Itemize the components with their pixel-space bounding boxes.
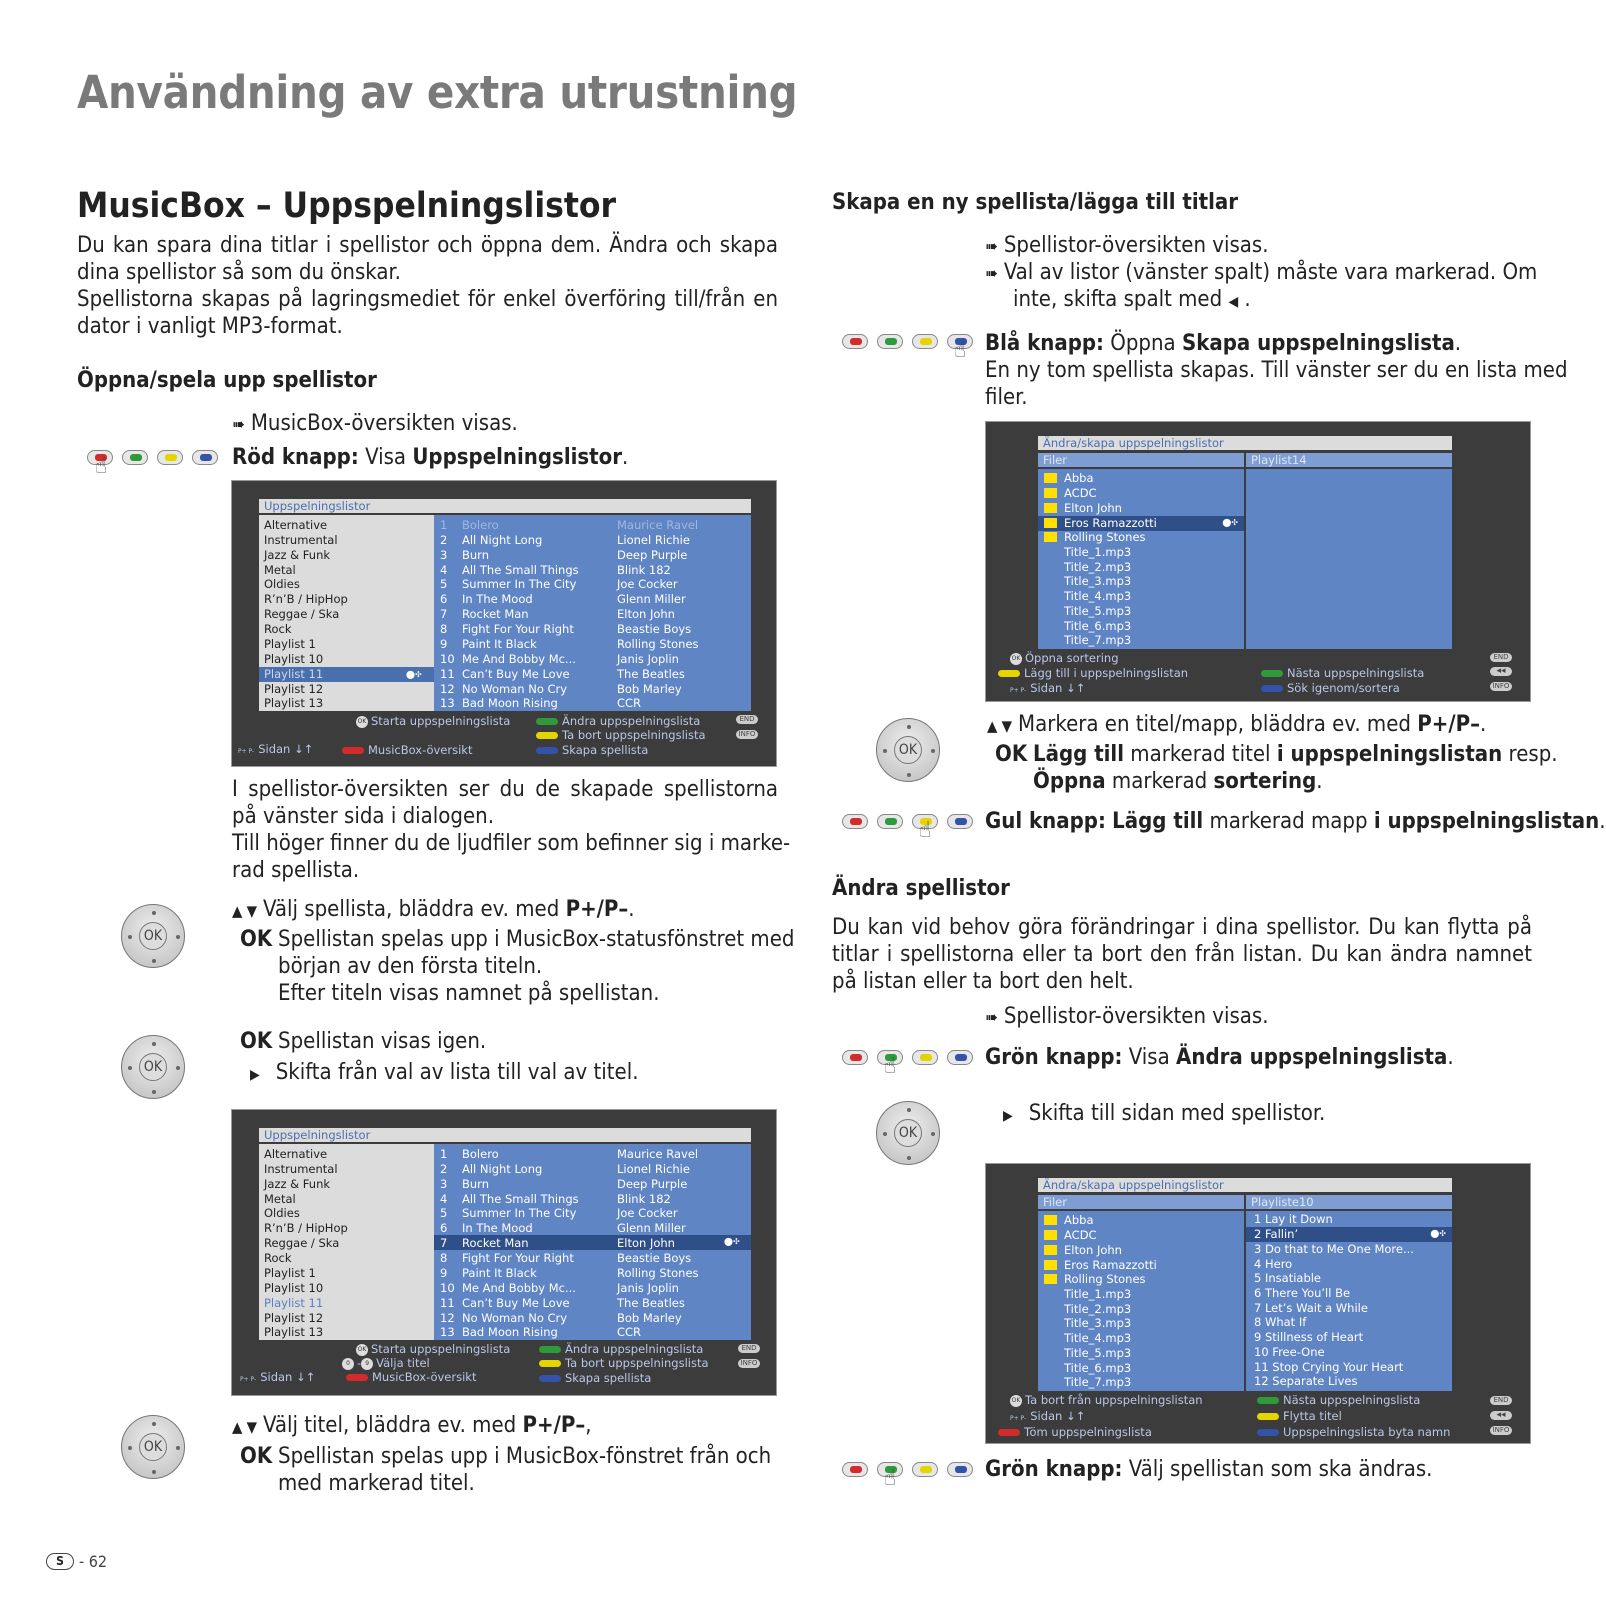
end-tag: END bbox=[738, 1344, 760, 1353]
info-tag: INFO bbox=[1490, 1426, 1512, 1435]
triangle-right-icon: ▶ bbox=[1003, 1108, 1013, 1124]
footer-overview: MusicBox-översikt bbox=[342, 743, 472, 757]
track-artist: Joe Cocker bbox=[617, 577, 678, 591]
pointing-hand-icon: ☝ bbox=[95, 454, 108, 479]
screen1-playlist-column bbox=[259, 515, 434, 711]
screen3-playlist-panel bbox=[1246, 469, 1452, 649]
playlist-item[interactable]: Alternative bbox=[264, 518, 328, 532]
open-arrow-text: MusicBox-översikten visas. bbox=[250, 411, 518, 436]
edit-arrow: ➠ Spellistor-översikten visas. bbox=[985, 1004, 1269, 1029]
screen-playlists-titles bbox=[231, 1109, 777, 1396]
file-item[interactable]: Title_3.mp3 bbox=[1064, 1316, 1132, 1330]
create-arrow-2: ➠ Val av listor (vänster spalt) måste vara markerad. Om bbox=[985, 260, 1538, 285]
create-arrow-2b: inte, skifta spalt med ◀ . bbox=[1013, 287, 1251, 312]
blue-desc-b: filer. bbox=[985, 385, 1028, 410]
track-title[interactable]: Can’t Buy Me Love bbox=[462, 667, 570, 681]
folder-icon bbox=[1044, 1260, 1057, 1270]
screen4-playlist-panel bbox=[1246, 1211, 1452, 1391]
folder-item[interactable]: Elton John bbox=[1044, 1243, 1122, 1258]
screen3-col-right: Playlist14 bbox=[1246, 453, 1452, 467]
track-artist: The Beatles bbox=[617, 667, 685, 681]
folder-item[interactable]: ACDC bbox=[1044, 486, 1097, 501]
folder-icon bbox=[1044, 1274, 1057, 1284]
track-number: 12 bbox=[440, 682, 455, 696]
track-number: 7 bbox=[440, 607, 448, 621]
triangle-left-icon: ◀ bbox=[1228, 294, 1239, 310]
folder-item[interactable]: Abba bbox=[1044, 1213, 1094, 1228]
track-title[interactable]: Burn bbox=[462, 548, 489, 562]
track-artist: Rolling Stones bbox=[617, 637, 699, 651]
track-title[interactable]: Summer In The City bbox=[462, 577, 577, 591]
folder-icon bbox=[1044, 503, 1057, 513]
pointing-hand-icon: ☝ bbox=[884, 1054, 897, 1079]
playlist-item-selected[interactable]: Playlist 11 bbox=[259, 667, 434, 682]
track-artist: Deep Purple bbox=[617, 548, 688, 562]
footer-next: Nästa uppspelningslista bbox=[1261, 666, 1424, 680]
step3-ok-line: OK Spellistan spelas upp i MusicBox-fönstret från och bbox=[240, 1444, 772, 1469]
track-number: 9 bbox=[440, 637, 448, 651]
create-heading: Skapa en ny spellista/lägga till titlar bbox=[832, 190, 1239, 215]
file-item[interactable]: Title_4.mp3 bbox=[1064, 1331, 1132, 1345]
playlist-track[interactable]: 7 Let’s Wait a While bbox=[1254, 1301, 1368, 1315]
ok-cursor-icon: ⬤✣ bbox=[724, 1237, 740, 1246]
blue-key-line: Blå knapp: Öppna Skapa uppspelningslista. bbox=[985, 331, 1462, 356]
footer-move: Flytta titel bbox=[1257, 1409, 1342, 1423]
track-title[interactable]: All The Small Things bbox=[462, 563, 579, 577]
playlist-track-selected[interactable]: 2 Fallin’ ⬤✣ bbox=[1246, 1227, 1452, 1242]
ok-knob[interactable] bbox=[876, 1101, 940, 1165]
footer-start: OK Starta uppspelningslista bbox=[357, 714, 511, 728]
playlist-track[interactable]: 5 Insatiable bbox=[1254, 1271, 1322, 1285]
ok-icon: OK bbox=[139, 1053, 167, 1081]
yellow-key-line: Gul knapp: Lägg till markerad mapp i uppspelningslistan. bbox=[985, 809, 1606, 834]
ok-knob[interactable] bbox=[876, 718, 940, 782]
footer-create: Skapa spellista bbox=[536, 743, 648, 757]
track-number: 11 bbox=[440, 667, 455, 681]
footer-change: Ändra uppspelningslista bbox=[539, 1342, 703, 1356]
track-title[interactable]: Burn bbox=[462, 1177, 489, 1191]
green-key-line: Grön knapp: Visa Ändra uppspelningslista. bbox=[985, 1045, 1454, 1070]
step3-line: ▲ ▼ Välj titel, bläddra ev. med P+/P–, bbox=[232, 1413, 592, 1438]
playlist-track[interactable]: 4 Hero bbox=[1254, 1257, 1293, 1271]
pp-icon: P+ P- bbox=[238, 748, 255, 755]
file-item[interactable]: Title_5.mp3 bbox=[1064, 1346, 1132, 1360]
track-title[interactable]: Bolero bbox=[462, 1147, 499, 1161]
playlist-item[interactable]: Reggae / Ska bbox=[264, 607, 340, 621]
folder-item[interactable]: Rolling Stones bbox=[1044, 1272, 1146, 1287]
color-buttons-green bbox=[842, 1050, 977, 1079]
track-title[interactable]: All Night Long bbox=[462, 533, 543, 547]
footer-add: Lägg till i uppspelningslistan bbox=[998, 666, 1188, 680]
track-title[interactable]: Me And Bobby Mc... bbox=[462, 652, 576, 666]
playlist-track[interactable]: 12 Separate Lives bbox=[1254, 1374, 1358, 1388]
track-number: 8 bbox=[440, 622, 448, 636]
track-number: 13 bbox=[440, 696, 455, 710]
screen-edit-playlist bbox=[985, 1163, 1531, 1444]
footer-page: P+ P- Sidan ↓↑ bbox=[238, 742, 314, 756]
intro-paragraph-2: Spellistorna skapas på lagringsmediet för enkel överföring till/från en dator i vanligt MP3-format. bbox=[77, 287, 778, 339]
track-artist: Maurice Ravel bbox=[617, 518, 699, 532]
ok-icon: OK bbox=[139, 922, 167, 950]
folder-icon bbox=[1044, 1230, 1057, 1240]
playlist-item[interactable]: Playlist 10 bbox=[264, 652, 324, 666]
ok-icon: OK bbox=[139, 1433, 167, 1461]
folder-item[interactable]: Abba bbox=[1044, 471, 1094, 486]
track-title[interactable]: Paint It Black bbox=[462, 1266, 537, 1280]
track-artist: Lionel Richie bbox=[617, 533, 690, 547]
track-title[interactable]: Bad Moon Rising bbox=[462, 1325, 558, 1339]
edit-heading: Ändra spellistor bbox=[832, 876, 1010, 901]
file-item[interactable]: Title_6.mp3 bbox=[1064, 619, 1132, 633]
up-down-arrows-icon: ▲ ▼ bbox=[232, 1418, 258, 1436]
track-artist: Janis Joplin bbox=[617, 652, 679, 666]
playlist-track[interactable]: 3 Do that to Me One More... bbox=[1254, 1242, 1414, 1256]
track-title[interactable]: Rocket Man bbox=[462, 607, 529, 621]
folder-icon bbox=[1044, 1245, 1057, 1255]
folder-item-selected[interactable]: Eros Ramazzotti ⬤✣ bbox=[1038, 516, 1244, 531]
folder-icon bbox=[1044, 488, 1057, 498]
track-title[interactable]: Paint It Black bbox=[462, 637, 537, 651]
track-title[interactable]: In The Mood bbox=[462, 1221, 533, 1235]
playlist-item[interactable]: Playlist 13 bbox=[264, 1325, 324, 1339]
track-artist: Bob Marley bbox=[617, 682, 682, 696]
track-title[interactable]: All Night Long bbox=[462, 1162, 543, 1176]
step1-line: ▲ ▼ Välj spellista, bläddra ev. med P+/P–. bbox=[232, 897, 635, 922]
pointing-hand-icon: ☝ bbox=[919, 818, 932, 843]
track-title[interactable]: In The Mood bbox=[462, 592, 533, 606]
screen3-files-panel bbox=[1038, 469, 1244, 649]
screen-create-playlist bbox=[985, 421, 1531, 702]
playlist-item-active[interactable]: Playlist 11 bbox=[264, 1296, 324, 1310]
rewind-icon: ◂◂ bbox=[1490, 667, 1512, 676]
red-key-line: Röd knapp: Visa Uppspelningslistor. bbox=[232, 445, 629, 470]
playlist-item[interactable]: Metal bbox=[264, 563, 296, 577]
track-artist: Blink 182 bbox=[617, 563, 671, 577]
playlist-item[interactable]: Rock bbox=[264, 622, 292, 636]
track-number: 10 bbox=[440, 652, 455, 666]
file-item[interactable]: Title_5.mp3 bbox=[1064, 604, 1132, 618]
track-title-selected[interactable]: Rocket Man bbox=[462, 1236, 529, 1250]
screen4-col-right: Playliste10 bbox=[1246, 1195, 1452, 1209]
open-heading: Öppna/spela upp spellistor bbox=[77, 368, 377, 393]
playlist-item[interactable]: Reggae / Ska bbox=[264, 1236, 340, 1250]
create-arrow-1: ➠ Spellistor-översikten visas. bbox=[985, 233, 1269, 258]
color-buttons-blue bbox=[842, 334, 977, 363]
info-tag: INFO bbox=[1490, 682, 1512, 691]
file-item[interactable]: Title_2.mp3 bbox=[1064, 560, 1132, 574]
playlist-track[interactable]: 9 Stillness of Heart bbox=[1254, 1330, 1364, 1344]
file-item[interactable]: Title_2.mp3 bbox=[1064, 1302, 1132, 1316]
up-down-arrows-icon: ▲ ▼ bbox=[987, 717, 1013, 735]
ok-icon: OK bbox=[894, 736, 922, 764]
ok-icon: OK bbox=[356, 716, 368, 728]
ok-knob[interactable] bbox=[121, 1035, 185, 1099]
footer-empty: Töm uppspelningslista bbox=[998, 1425, 1152, 1439]
playlist-item[interactable]: Playlist 12 bbox=[264, 1311, 324, 1325]
track-title[interactable]: Bolero bbox=[462, 518, 499, 532]
intro-paragraph-1: Du kan spara dina titlar i spellistor och öppna dem. Ändra och skapa dina spellistor så som du önskar. bbox=[77, 233, 778, 285]
footer-page: P+ P- Sidan ↓↑ bbox=[240, 1370, 316, 1384]
file-item[interactable]: Title_7.mp3 bbox=[1064, 1375, 1132, 1389]
file-item[interactable]: Title_3.mp3 bbox=[1064, 574, 1132, 588]
arrow-right-icon: ➠ bbox=[232, 415, 245, 435]
track-title[interactable]: Me And Bobby Mc... bbox=[462, 1281, 576, 1295]
track-artist: Beastie Boys bbox=[617, 622, 692, 636]
playlist-track[interactable]: 1 Lay it Down bbox=[1254, 1212, 1333, 1226]
playlist-item[interactable]: Playlist 1 bbox=[264, 637, 316, 651]
track-number: 3 bbox=[440, 548, 448, 562]
screen3-title: Ändra/skapa uppspelningslistor bbox=[1038, 436, 1452, 450]
folder-item[interactable]: Elton John bbox=[1044, 501, 1122, 516]
playlist-track[interactable]: 11 Stop Crying Your Heart bbox=[1254, 1360, 1404, 1374]
track-number: 6 bbox=[440, 592, 448, 606]
screen2-title: Uppspelningslistor bbox=[259, 1128, 751, 1142]
track-artist: Glenn Miller bbox=[617, 592, 686, 606]
footer-delete: Ta bort uppspelningslista bbox=[539, 1356, 709, 1370]
footer-start: OK Starta uppspelningslista bbox=[357, 1342, 511, 1356]
color-buttons-red bbox=[87, 450, 222, 479]
folder-item[interactable]: ACDC bbox=[1044, 1228, 1097, 1243]
language-badge: S bbox=[46, 1553, 74, 1570]
playlist-item[interactable]: Metal bbox=[264, 1192, 296, 1206]
step1-ok-line-c: Efter titeln visas namnet på spellistan. bbox=[278, 981, 660, 1006]
file-item[interactable]: Title_4.mp3 bbox=[1064, 589, 1132, 603]
folder-icon bbox=[1044, 473, 1057, 483]
playlist-item[interactable]: Instrumental bbox=[264, 1162, 338, 1176]
up-down-arrows-icon: ▲ ▼ bbox=[232, 902, 258, 920]
step2-ok-line: OK Spellistan visas igen. bbox=[240, 1029, 487, 1054]
footer-overview: MusicBox-översikt bbox=[346, 1370, 476, 1384]
explain-paragraph-2a: Till höger finner du de ljudfiler som befinner sig i marke- bbox=[232, 831, 791, 856]
track-title[interactable]: Fight For Your Right bbox=[462, 622, 574, 636]
file-item[interactable]: Title_1.mp3 bbox=[1064, 545, 1132, 559]
blue-desc-a: En ny tom spellista skapas. Till vänster ser du en lista med bbox=[985, 358, 1568, 383]
end-tag: END bbox=[1490, 1396, 1512, 1405]
page-number: - 62 bbox=[79, 1552, 108, 1571]
step1-ok-line: OK Spellistan spelas upp i MusicBox-statusfönstret med bbox=[240, 927, 795, 952]
folder-icon bbox=[1044, 518, 1057, 528]
folder-icon bbox=[1044, 1215, 1057, 1225]
green2-key-line: Grön knapp: Välj spellistan som ska ändras. bbox=[985, 1457, 1433, 1482]
rewind-icon: ◂◂ bbox=[1490, 1411, 1512, 1420]
footer-rename: Uppspelningslista byta namn bbox=[1257, 1425, 1450, 1439]
playlist-item[interactable]: Jazz & Funk bbox=[264, 548, 331, 562]
track-number: 4 bbox=[440, 563, 448, 577]
footer-search: Sök igenom/sortera bbox=[1261, 681, 1400, 695]
track-artist: CCR bbox=[617, 696, 642, 710]
ok-knob[interactable] bbox=[121, 904, 185, 968]
file-item[interactable]: Title_1.mp3 bbox=[1064, 1287, 1132, 1301]
playlist-item[interactable]: Playlist 13 bbox=[264, 696, 324, 710]
ok-cursor-icon: ⬤✣ bbox=[1222, 518, 1238, 527]
playlist-item[interactable]: R’n’B / HipHop bbox=[264, 592, 348, 606]
playlist-track[interactable]: 6 There You’ll Be bbox=[1254, 1286, 1351, 1300]
file-item[interactable]: Title_6.mp3 bbox=[1064, 1361, 1132, 1375]
playlist-item[interactable]: Oldies bbox=[264, 577, 300, 591]
section-title: MusicBox – Uppspelningslistor bbox=[77, 186, 617, 226]
footer-next: Nästa uppspelningslista bbox=[1257, 1393, 1420, 1407]
ok-knob[interactable] bbox=[121, 1415, 185, 1479]
playlist-item[interactable]: Playlist 12 bbox=[264, 682, 324, 696]
footer-delete: Ta bort uppspelningslista bbox=[536, 728, 706, 742]
track-title[interactable]: Summer In The City bbox=[462, 1206, 577, 1220]
info-tag: INFO bbox=[736, 730, 758, 739]
mark-line: ▲ ▼ Markera en titel/mapp, bläddra ev. med P+/P–. bbox=[987, 712, 1487, 737]
ok-icon: OK bbox=[894, 1119, 922, 1147]
footer-remove: OK Ta bort från uppspelningslistan bbox=[1011, 1393, 1203, 1407]
pointing-hand-icon: ☝ bbox=[954, 338, 967, 363]
step2-right-line: ▶ Skifta från val av lista till val av titel. bbox=[250, 1060, 639, 1085]
track-title[interactable]: Can’t Buy Me Love bbox=[462, 1296, 570, 1310]
end-tag: END bbox=[1490, 653, 1512, 662]
playlist-item[interactable]: Playlist 10 bbox=[264, 1281, 324, 1295]
track-title[interactable]: All The Small Things bbox=[462, 1192, 579, 1206]
pointing-hand-icon: ☝ bbox=[884, 1466, 897, 1491]
edit-right-line: ▶ Skifta till sidan med spellistor. bbox=[1003, 1101, 1326, 1126]
folder-icon bbox=[1044, 532, 1057, 542]
color-buttons-yellow bbox=[842, 814, 977, 843]
track-number: 2 bbox=[440, 533, 448, 547]
screen4-title: Ändra/skapa uppspelningslistor bbox=[1038, 1178, 1452, 1192]
footer-change: Ändra uppspelningslista bbox=[536, 714, 700, 728]
screen4-files-panel bbox=[1038, 1211, 1244, 1391]
playlist-item[interactable]: Jazz & Funk bbox=[264, 1177, 331, 1191]
playlist-item[interactable]: Oldies bbox=[264, 1206, 300, 1220]
playlist-item[interactable]: Instrumental bbox=[264, 533, 338, 547]
edit-paragraph: Du kan vid behov göra förändringar i dina spellistor. Du kan flytta på titlar i spellistorna eller ta bort den från listan. Du kan ändra namnet på listan eller ta bort den helt. bbox=[832, 915, 1532, 994]
footer-create: Skapa spellista bbox=[539, 1371, 651, 1385]
playlist-track[interactable]: 8 What If bbox=[1254, 1315, 1307, 1329]
track-title[interactable]: No Woman No Cry bbox=[462, 682, 568, 696]
yellow-button[interactable] bbox=[157, 450, 183, 465]
track-artist: Elton John bbox=[617, 607, 675, 621]
track-title[interactable]: No Woman No Cry bbox=[462, 1311, 568, 1325]
blue-button[interactable] bbox=[192, 450, 218, 465]
file-item[interactable]: Title_7.mp3 bbox=[1064, 633, 1132, 647]
ok-add-line-b: Öppna markerad sortering. bbox=[1033, 769, 1323, 794]
footer-page: P+ P- Sidan ↓↑ bbox=[1010, 681, 1086, 695]
track-number: 5 bbox=[440, 577, 448, 591]
screen3-col-left: Filer bbox=[1038, 453, 1244, 467]
explain-paragraph-1: I spellistor-översikten ser du de skapade spellistorna på vänster sida i dialogen. bbox=[232, 777, 778, 829]
track-number: 1 bbox=[440, 518, 448, 532]
playlist-item[interactable]: Alternative bbox=[264, 1147, 328, 1161]
ok-cursor-icon: ⬤✣ bbox=[406, 670, 422, 679]
step1-ok-line-b: början av den första titeln. bbox=[278, 954, 543, 979]
footer-open-sort: OK Öppna sortering bbox=[1011, 651, 1119, 665]
ok-cursor-icon: ⬤✣ bbox=[1430, 1229, 1446, 1238]
screen4-col-left: Filer bbox=[1038, 1195, 1244, 1209]
screen2-playlist-column bbox=[259, 1144, 434, 1340]
end-tag: END bbox=[736, 715, 758, 724]
footer-choose: 0 - 9 Välja titel bbox=[342, 1356, 430, 1370]
screen1-title: Uppspelningslistor bbox=[259, 499, 751, 513]
color-buttons-green-2 bbox=[842, 1462, 977, 1491]
folder-item[interactable]: Eros Ramazzotti bbox=[1044, 1258, 1157, 1273]
info-tag: INFO bbox=[738, 1359, 760, 1368]
playlist-track[interactable]: 10 Free-One bbox=[1254, 1345, 1325, 1359]
playlist-item[interactable]: R’n’B / HipHop bbox=[264, 1221, 348, 1235]
footer-page: P+ P- Sidan ↓↑ bbox=[1010, 1409, 1086, 1423]
screen1-title-column bbox=[434, 515, 751, 711]
playlist-item[interactable]: Playlist 1 bbox=[264, 1266, 316, 1280]
screen2-title-column: 1 Bolero Maurice Ravel 2 All Night Long Lionel Richie 3 Burn Deep Purple 4 All The Small Things Blink 182 5 Summer In The City Joe Cocker 6 In The Mood Glenn Miller 7 Rocket Man Elton John 8 Fight For Your Right Beastie Boys 9 Paint It Black Rolling Stones 10 Me And Bobby Mc... Janis Joplin 11 Can’t Buy Me Love The Beatles 12 No Woman No Cry Bob Marley 13 Bad Moon Rising CCR ⬤✣ bbox=[434, 1144, 751, 1340]
folder-item[interactable]: Rolling Stones bbox=[1044, 530, 1146, 545]
ok-add-line: OK Lägg till markerad titel i uppspelningslistan resp. bbox=[995, 742, 1558, 767]
open-arrow-line bbox=[232, 410, 518, 439]
green-button[interactable] bbox=[122, 450, 148, 465]
triangle-right-icon: ▶ bbox=[250, 1067, 260, 1083]
screen-playlists-overview bbox=[231, 480, 777, 767]
track-title[interactable]: Fight For Your Right bbox=[462, 1251, 574, 1265]
page-title: Användning av extra utrustning bbox=[77, 66, 798, 119]
playlist-item[interactable]: Rock bbox=[264, 1251, 292, 1265]
explain-paragraph-2b: rad spellista. bbox=[232, 858, 360, 883]
track-title[interactable]: Bad Moon Rising bbox=[462, 696, 558, 710]
step3-ok-line-b: med markerad titel. bbox=[278, 1471, 475, 1496]
